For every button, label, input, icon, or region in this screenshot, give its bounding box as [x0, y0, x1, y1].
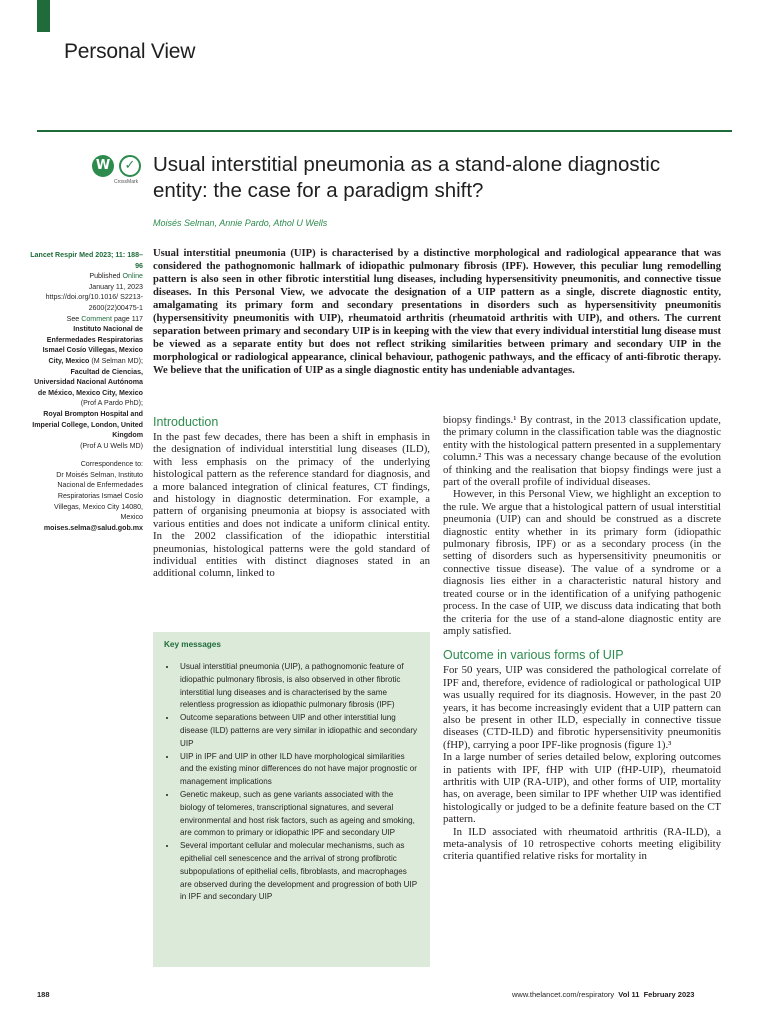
article-title: Usual interstitial pneumonia as a stand-alone diagnostic entity: the case for a paradigm shift? [153, 153, 661, 202]
body-paragraph: For 50 years, UIP was considered the pathological correlate of IPF and, therefore, evidence of radiological or pathological UIP was usually required for its diagnosis. However, in the past 20 years, it has become increasingly evident that a UIP pattern can also be present in other ILD, especially in connective tissue diseases (CTD-ILD) and fibrotic hypersensitivity pneumonitis (fHP), carrying a poor IPF-like prognosis (figure 1).³ [443, 664, 721, 751]
logo-group [92, 155, 146, 189]
issue-month: February 2023 [643, 990, 695, 999]
article-sidebar [30, 250, 143, 533]
open-access-logo-icon: W [92, 155, 114, 177]
introduction-heading: Introduction [153, 415, 219, 429]
body-paragraph: In ILD associated with rheumatoid arthritis (RA-ILD), a meta-analysis of 10 retrospective cohorts meeting eligibility criteria quantified relative risks for mortality in [443, 825, 721, 863]
body-paragraph: In a large number of series detailed below, exploring outcomes in patients with IPF, fHP with UIP (fHP-UIP), rheumatoid arthritis with UIP (RA-UIP), and other forms of UIP, mortality has, on average, been similar to IPF whether UIP was identified histologically or judged to be a definite feature based on the CT pattern. [443, 751, 721, 826]
header-divider [37, 130, 732, 132]
key-message-item: • Usual interstitial pneumonia (UIP), a pathognomonic feature of idiopathic pulmonary fibrosis, is also observed in other fibrotic interstitial lung diseases and is characterised by the same relentless progression as idiopathic pulmonary fibrosis (IPF) [177, 661, 420, 712]
key-message-item: • UIP in IPF and UIP in other ILD have morphological similarities and the existing minor differences do not have major prognostic or management implications [177, 751, 420, 789]
published-online-link[interactable]: Online [122, 272, 143, 281]
footer-journal-info [512, 990, 694, 999]
article-abstract: Usual interstitial pneumonia (UIP) is characterised by a distinctive morphological and radiological appearance that was considered the pathognomonic hallmark of idiopathic pulmonary fibrosis (IPF). However, this peculiar lung remodelling pattern is also seen in other fibrotic interstitial lung diseases, including hypersensitivity pneumonitis, and connective tissue diseases. In this Personal View, we advocate the designation of a UIP pattern as a single, discrete diagnostic entity, amalgamating its primary form and secondary presentations in disorders such as hypersensitivity pneumonitis (hypersensitivity pneumonitis with UIP), rheumatoid arthritis (rheumatoid arthritis with UIP), and others. The current separation between primary and secondary UIP is in keeping with the view that every individual interstitial lung disease must be viewed as a separate entity but does not reflect striking similarities between primary and secondary UIP in the morphological or radiological appearance, clinical behaviour, pathogenic pathways, and the efficacy of anti-fibrotic therapy. We believe that the unification of UIP as a single diagnostic entity has undeniable advantages. [153, 248, 721, 376]
left-column [153, 414, 430, 580]
affiliation-2: Facultad de Ciencias, Universidad Nacional Autónoma de México, Mexico City, Mexico (Prof A Pardo PhD); [34, 367, 143, 408]
body-paragraph: However, in this Personal View, we highlight an exception to the rule. We argue that a histological pattern of usual interstitial pneumonia (UIP) can and should be construed as a discrete diagnostic entity whether in its primary form (idiopathic pulmonary fibrosis, IPF) or as a secondary process (in the setting of disorders such as hypersensitivity pneumonitis or connective tissue disease). The value of a syndrome or a diagnosis lies either in a characteristic natural history and treated course or in the identification of a unifying pathogenic process. In the case of UIP, we discuss data indicating that both the criteria for the use of a stand-alone diagnostic entity are amply satisfied. [443, 488, 721, 637]
doi-link[interactable]: https://doi.org/10.1016/ S2213-2600(22)00475-1 [45, 293, 143, 312]
outcome-heading: Outcome in various forms of UIP [443, 648, 624, 663]
correspondence-address: Dr Moisés Selman, Instituto Nacional de Enfermedades Respiratorias Ismael Cosío Villegas, Mexico City 14080, Mexico [54, 470, 143, 522]
published-line: Published Online [89, 272, 143, 281]
body-paragraph: biopsy findings.¹ By contrast, in the 2013 classification update, the primary column in the classification table was the diagnostic entity with the histological pattern presented in a supplementary column.² This was a necessary change because of the evolution of thinking and the realisation that biopsy findings were just a part of the overall profile of individual diseases. [443, 414, 721, 489]
affiliation-3: Royal Brompton Hospital and Imperial College, London, United Kingdom (Prof A U Wells MD) [32, 409, 143, 450]
right-column [443, 414, 721, 863]
see-comment-line: See Comment page 117 [66, 314, 143, 323]
affiliation-1: Instituto Nacional de Enfermedades Respiratorias Ismael Cosío Villegas, Mexico City, Mexico (M Selman MD); [42, 325, 143, 365]
section-label: Personal View [64, 40, 196, 63]
comment-link[interactable]: Comment [81, 314, 112, 323]
page-number: 188 [37, 990, 50, 999]
correspondence-email[interactable]: moises.selma@salud.gob.mx [43, 523, 143, 532]
section-color-bar [37, 0, 50, 32]
crossmark-label: CrossMark [114, 179, 139, 185]
volume-label: Vol 11 [618, 990, 640, 999]
key-messages-box [153, 632, 430, 967]
key-message-item: • Several important cellular and molecular mechanisms, such as epithelial cell senescence and the arrival of strong profibrotic subpopulations of epithelial cells, fibroblasts, and macrophages are observed during the development and progression of both UIP in IPF and secondary UIP [177, 840, 420, 904]
introduction-paragraph: In the past few decades, there has been a shift in emphasis in the designation of individual interstitial lung diseases (ILD), with less emphasis on the primacy of the underlying histological pattern as the reference standard for diagnosis, and a more balanced integration of clinical features, CT findings, and histology in diagnostic determination. For example, a pattern of organising pneumonia at biopsy is associated with various entities and does not indicate a uniform clinical entity. In the 2002 classification of the idiopathic interstitial pneumonias, histological patterns were the gold standard of individual entities with distinct diagnoses stated in an additional column, linked to [153, 431, 430, 580]
journal-site-link[interactable]: www.thelancet.com/respiratory [512, 990, 615, 999]
key-messages-list [164, 661, 420, 904]
publish-date: January 11, 2023 [88, 282, 143, 291]
key-message-item: • Outcome separations between UIP and other interstitial lung disease (ILD) patterns are very similar in idiopathic and secondary UIP [177, 712, 420, 750]
journal-citation: Lancet Respir Med 2023; 11: 188–96 [30, 251, 143, 270]
crossmark-logo-icon[interactable]: ✓ [119, 155, 141, 177]
article-authors: Moisés Selman, Annie Pardo, Athol U Wells [153, 218, 328, 228]
correspondence-label: Correspondence to: [80, 460, 143, 469]
key-messages-heading: Key messages [164, 640, 221, 649]
key-message-item: • Genetic makeup, such as gene variants associated with the biology of telomeres, transcriptional signatures, and several environmental and host risk factors, such as ageing and smoking, are common to primary or idiopathic IPF and secondary UIP [177, 789, 420, 840]
